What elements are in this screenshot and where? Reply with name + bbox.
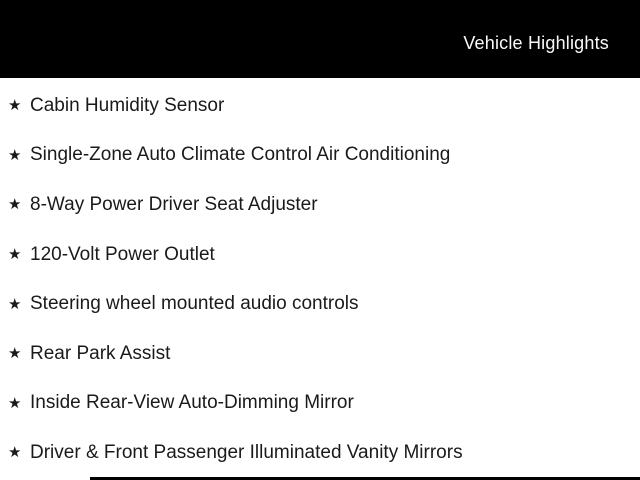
star-icon: ★ [8,196,22,214]
star-icon: ★ [8,146,22,164]
list-item [0,428,640,478]
star-icon: ★ [8,246,22,264]
list-item [0,379,640,429]
highlight-label: Steering wheel mounted audio controls [30,293,359,315]
list-item [0,230,640,280]
highlight-label: Inside Rear-View Auto-Dimming Mirror [30,392,354,414]
highlight-label: Driver & Front Passenger Illuminated Vanity Mirrors [30,441,463,463]
highlight-label: Rear Park Assist [30,342,171,364]
list-item [0,279,640,329]
star-icon: ★ [8,444,22,462]
highlights-list [0,78,640,478]
highlight-label: Cabin Humidity Sensor [30,94,225,116]
page-title: Vehicle Highlights [463,32,609,53]
star-icon: ★ [8,394,22,412]
header-bar [0,0,640,78]
list-item [0,131,640,181]
highlight-label: Single-Zone Auto Climate Control Air Conditioning [30,144,451,166]
list-item [0,329,640,379]
highlight-label: 8-Way Power Driver Seat Adjuster [30,193,318,215]
star-icon: ★ [8,295,22,313]
star-icon: ★ [8,97,22,115]
list-item [0,81,640,131]
star-icon: ★ [8,345,22,363]
list-item [0,180,640,230]
highlight-label: 120-Volt Power Outlet [30,243,215,265]
